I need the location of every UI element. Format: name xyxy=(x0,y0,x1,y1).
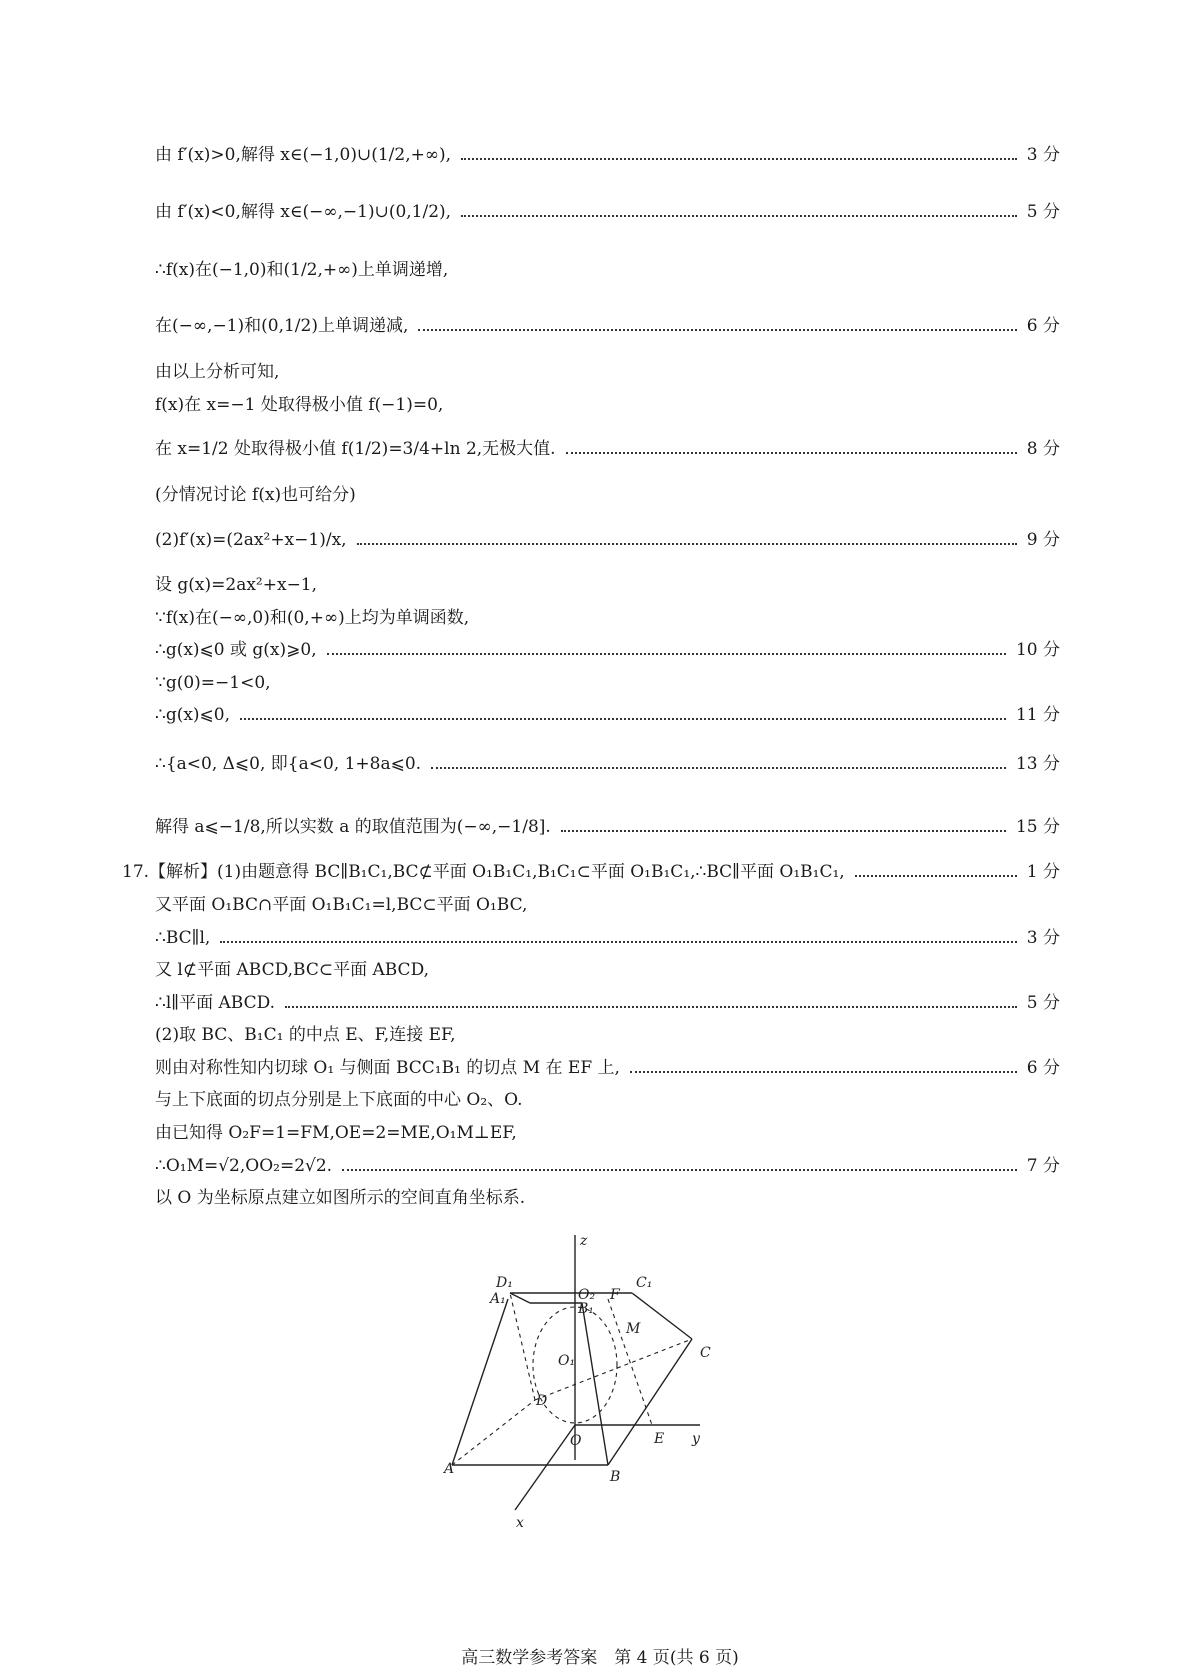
line-19 xyxy=(155,926,1060,950)
label-y: y xyxy=(692,1431,700,1447)
line-text: ∵g(0)=−1<0, xyxy=(155,673,271,693)
edge-CC1 xyxy=(632,1293,692,1339)
line-text: ∴f(x)在(−1,0)和(1/2,+∞)上单调递增, xyxy=(155,260,449,280)
label-B: B xyxy=(610,1469,621,1485)
line-text: 由已知得 O₂F=1=FM,OE=2=ME,O₁M⊥EF, xyxy=(155,1123,517,1143)
line-text: 由 f′(x)>0,解得 x∈(−1,0)∪(1/2,+∞), xyxy=(155,145,452,165)
line-17 xyxy=(122,860,1060,884)
line-23 xyxy=(155,1056,1060,1080)
line-text: 由 f′(x)<0,解得 x∈(−∞,−1)∪(0,1/2), xyxy=(155,202,452,222)
score: 13 分 xyxy=(1015,754,1060,774)
leader-dots xyxy=(357,543,1017,545)
score: 15 分 xyxy=(1015,817,1060,837)
line-1 xyxy=(155,143,1060,167)
label-O2: O₂ xyxy=(578,1287,596,1303)
label-D1: D₁ xyxy=(496,1275,513,1291)
leader-dots xyxy=(220,941,1016,943)
line-3 xyxy=(155,258,1060,282)
label-F: F xyxy=(610,1287,620,1303)
line-text: (分情况讨论 f(x)也可给分) xyxy=(155,485,356,505)
score: 6 分 xyxy=(1026,1058,1060,1078)
line-18 xyxy=(155,893,1060,917)
line-22 xyxy=(155,1023,1060,1047)
line-text: (2)f′(x)=(2ax²+x−1)/x, xyxy=(155,530,347,550)
line-text: 17.【解析】(1)由题意得 BC∥B₁C₁,BC⊄平面 O₁B₁C₁,B₁C₁⊂平面 O₁B₁C₁,∴BC∥平面 O₁B₁C₁, xyxy=(122,862,845,882)
label-C: C xyxy=(700,1345,711,1361)
line-6 xyxy=(155,393,1060,417)
line-4 xyxy=(155,314,1060,338)
line-text: f(x)在 x=−1 处取得极小值 f(−1)=0, xyxy=(155,395,444,415)
line-text: 以 O 为坐标原点建立如图所示的空间直角坐标系. xyxy=(155,1188,526,1208)
line-2 xyxy=(155,200,1060,224)
leader-dots xyxy=(431,767,1006,769)
leader-dots xyxy=(461,158,1017,160)
line-26 xyxy=(155,1154,1060,1178)
line-text: 在 x=1/2 处取得极小值 f(1/2)=3/4+ln 2,无极大值. xyxy=(155,439,556,459)
leader-dots xyxy=(461,215,1017,217)
line-text: ∴O₁M=√2,OO₂=2√2. xyxy=(155,1156,333,1176)
line-25 xyxy=(155,1121,1060,1145)
line-12 xyxy=(155,638,1060,662)
line-text: (2)取 BC、B₁C₁ 的中点 E、F,连接 EF, xyxy=(155,1025,456,1045)
line-20 xyxy=(155,958,1060,982)
leader-dots xyxy=(418,329,1016,331)
leader-dots xyxy=(285,1006,1017,1008)
line-text: 与上下底面的切点分别是上下底面的中心 O₂、O. xyxy=(155,1090,523,1110)
line-text: 由以上分析可知, xyxy=(155,362,280,382)
line-text: 设 g(x)=2ax²+x−1, xyxy=(155,575,318,595)
line-14 xyxy=(155,703,1060,727)
score: 5 分 xyxy=(1026,993,1060,1013)
label-O1: O₁ xyxy=(558,1353,576,1369)
x-axis xyxy=(515,1425,575,1510)
leader-dots xyxy=(855,875,1017,877)
label-B1: B₁ xyxy=(578,1301,594,1317)
score: 9 分 xyxy=(1026,530,1060,550)
leader-dots xyxy=(240,718,1006,720)
label-A: A xyxy=(444,1461,455,1477)
edge-D1A1 xyxy=(510,1293,530,1303)
line-10 xyxy=(155,573,1060,597)
line-text: 则由对称性知内切球 O₁ 与侧面 BCC₁B₁ 的切点 M 在 EF 上, xyxy=(155,1058,620,1078)
label-A1: A₁ xyxy=(490,1291,506,1307)
line-27 xyxy=(155,1186,1060,1210)
edge-DD1-hidden xyxy=(510,1293,535,1400)
line-13 xyxy=(155,671,1060,695)
line-16 xyxy=(155,815,1060,839)
score: 5 分 xyxy=(1026,202,1060,222)
line-11 xyxy=(155,606,1060,630)
line-15 xyxy=(155,752,1060,776)
line-5 xyxy=(155,360,1060,384)
score: 1 分 xyxy=(1026,862,1060,882)
label-C1: C₁ xyxy=(636,1275,653,1291)
line-text: ∴g(x)⩽0 或 g(x)⩾0, xyxy=(155,640,317,660)
edge-BC xyxy=(608,1339,692,1465)
line-text: ∴l∥平面 ABCD. xyxy=(155,993,276,1013)
label-D: D xyxy=(536,1393,548,1409)
line-24 xyxy=(155,1088,1060,1112)
label-M: M xyxy=(626,1321,641,1337)
label-x: x xyxy=(516,1515,524,1531)
line-text: 又 l⊄平面 ABCD,BC⊂平面 ABCD, xyxy=(155,960,429,980)
leader-dots xyxy=(327,653,1006,655)
segment-FE xyxy=(608,1299,652,1425)
line-text: ∴g(x)⩽0, xyxy=(155,705,231,725)
edge-BB1 xyxy=(582,1303,608,1465)
label-E: E xyxy=(654,1431,665,1447)
leader-dots xyxy=(630,1071,1017,1073)
leader-dots xyxy=(561,830,1006,832)
line-9 xyxy=(155,528,1060,552)
score: 7 分 xyxy=(1026,1156,1060,1176)
score: 3 分 xyxy=(1026,145,1060,165)
edge-AA1 xyxy=(452,1299,508,1465)
edge-DC-hidden xyxy=(535,1339,692,1400)
leader-dots xyxy=(566,452,1017,454)
line-text: ∴{a<0, Δ⩽0, 即{a<0, 1+8a⩽0. xyxy=(155,754,422,774)
score: 8 分 xyxy=(1026,439,1060,459)
line-text: 解得 a⩽−1/8,所以实数 a 的取值范围为(−∞,−1/8]. xyxy=(155,817,551,837)
line-text: 又平面 O₁BC∩平面 O₁B₁C₁=l,BC⊂平面 O₁BC, xyxy=(155,895,528,915)
line-7 xyxy=(155,437,1060,461)
line-text: 在(−∞,−1)和(0,1/2)上单调递减, xyxy=(155,316,409,336)
page-footer: 高三数学参考答案 第 4 页(共 6 页) xyxy=(461,1648,739,1668)
score: 6 分 xyxy=(1026,316,1060,336)
score: 10 分 xyxy=(1015,640,1060,660)
line-text: ∴BC∥l, xyxy=(155,928,211,948)
line-8 xyxy=(155,483,1060,507)
label-O: O xyxy=(570,1433,582,1449)
frustum-diagram xyxy=(444,1233,760,1540)
line-21 xyxy=(155,991,1060,1015)
edge-AD-hidden xyxy=(452,1400,535,1465)
leader-dots xyxy=(342,1169,1017,1171)
line-text: ∵f(x)在(−∞,0)和(0,+∞)上均为单调函数, xyxy=(155,608,470,628)
score: 3 分 xyxy=(1026,928,1060,948)
score: 11 分 xyxy=(1015,705,1060,725)
label-z: z xyxy=(580,1233,588,1249)
